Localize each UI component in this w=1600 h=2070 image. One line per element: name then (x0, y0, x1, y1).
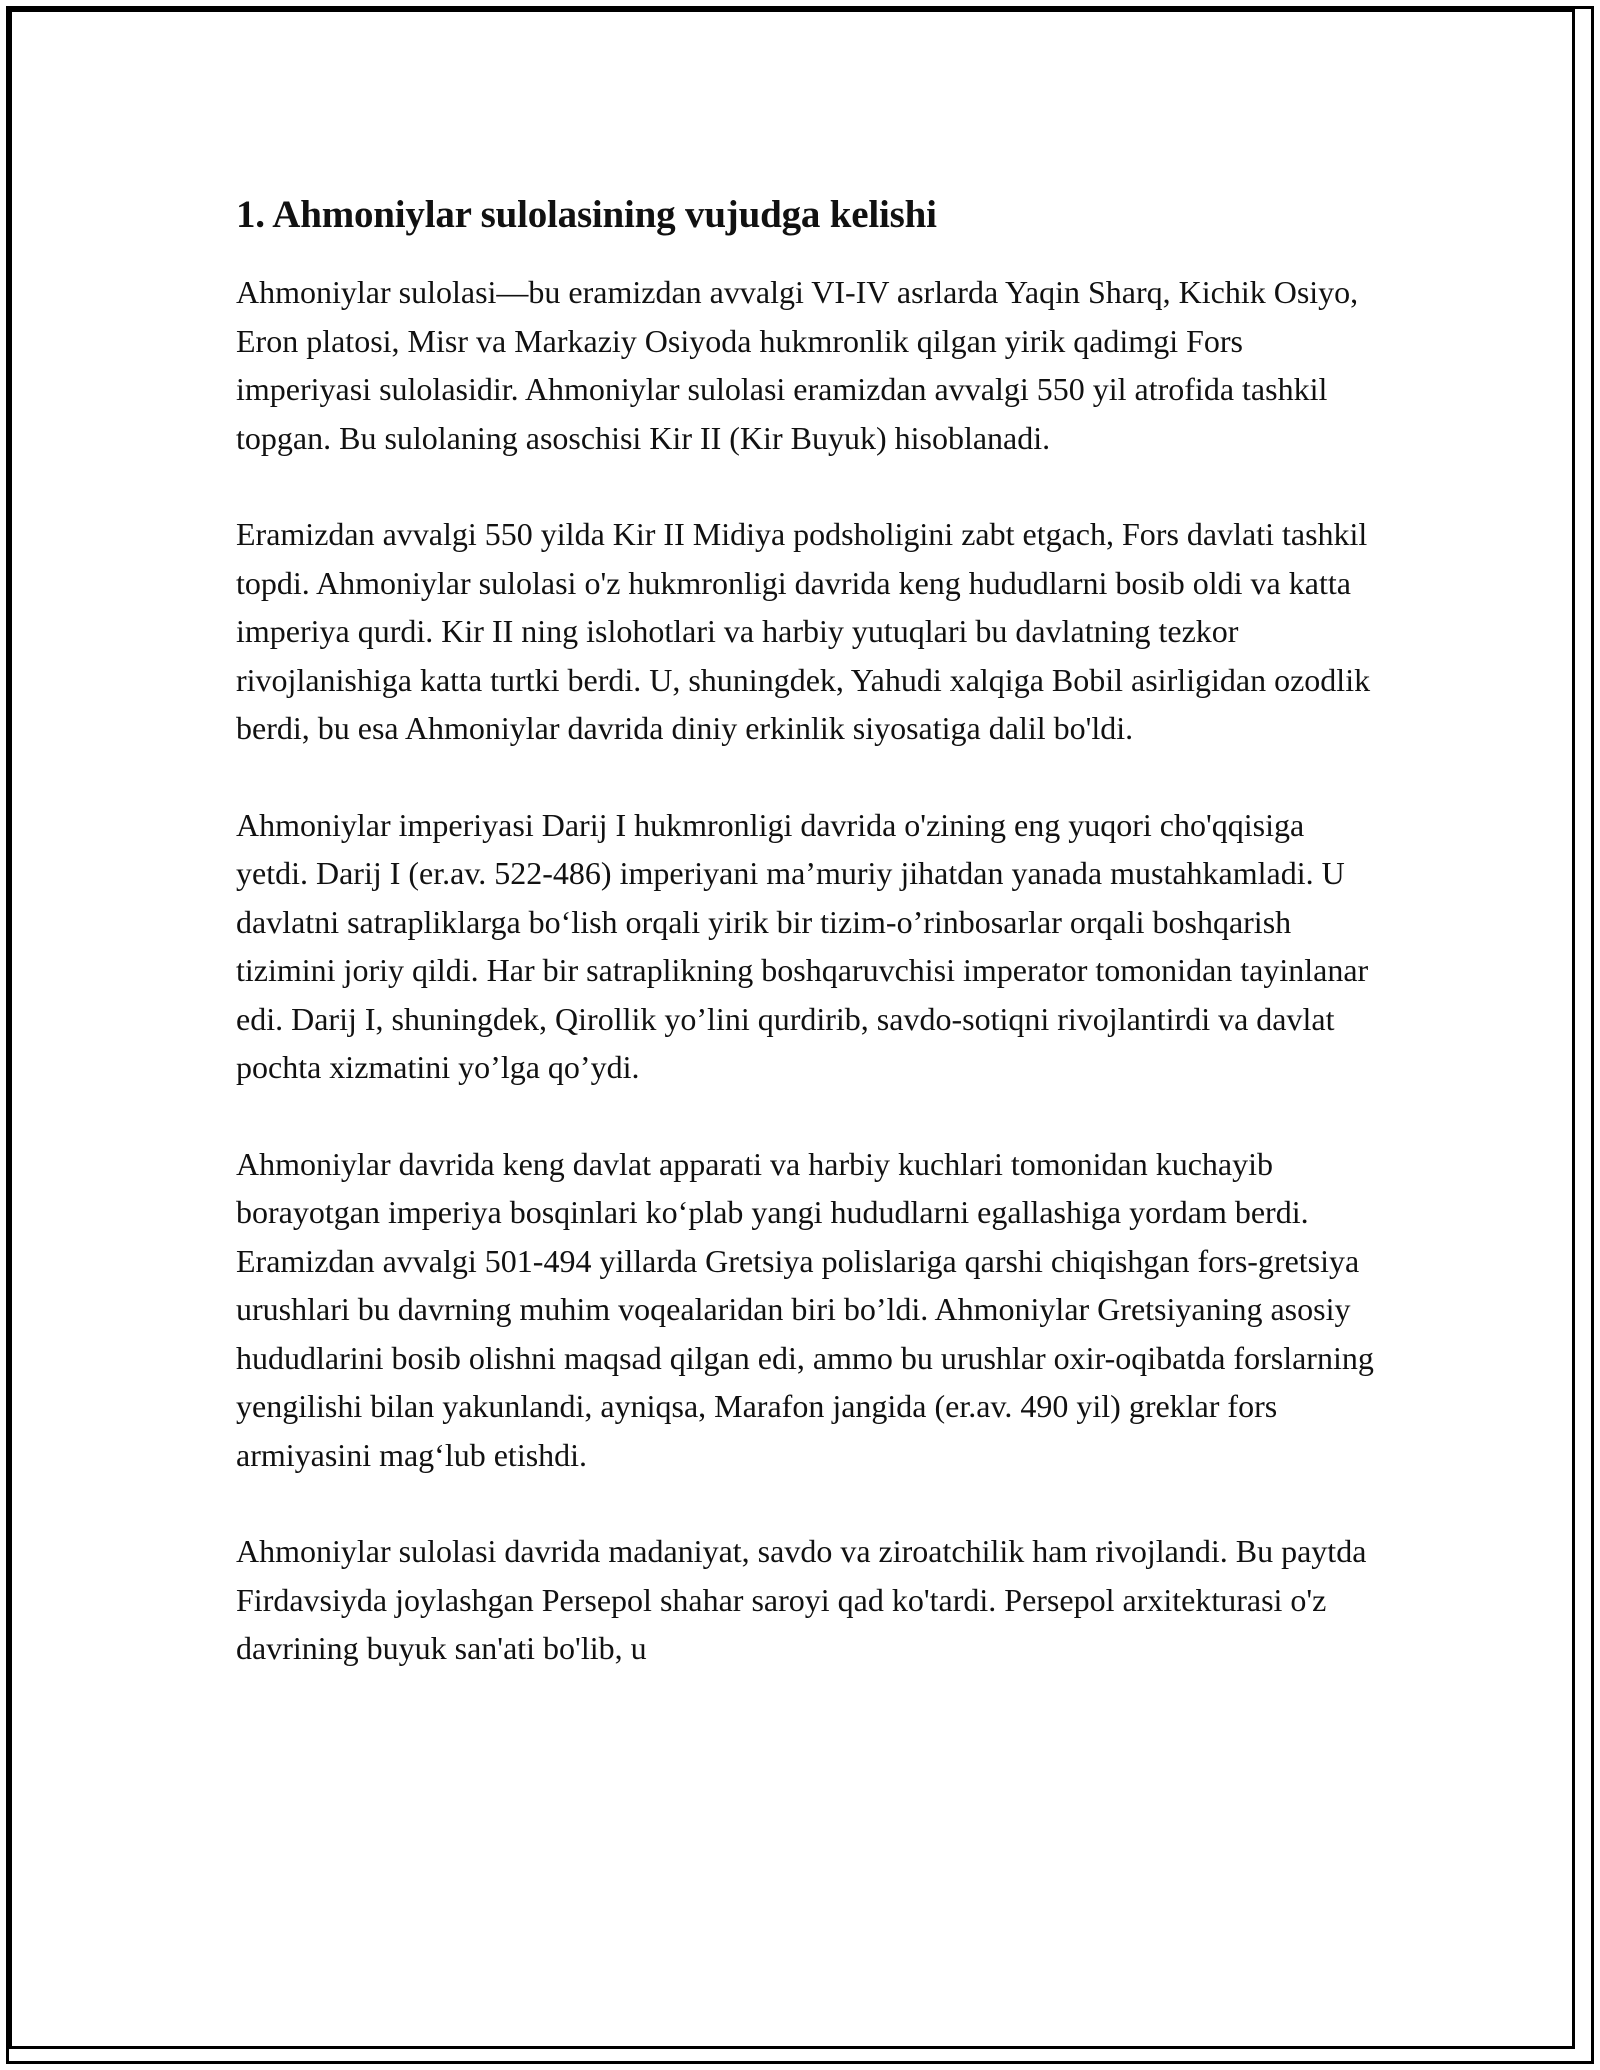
paragraph-4: Ahmoniylar davrida keng davlat apparati va harbiy kuchlari tomonidan kuchayib borayotgan imperiya bosqinlari ko‘plab yangi hududlarni egallashiga yordam berdi. Eramizdan avvalgi 501-494 yillarda Gretsiya polislariga qarshi chiqishgan fors-gretsiya urushlari bu davrning muhim voqealaridan biri bo’ldi. Ahmoniylar Gretsiyaning asosiy hududlarini bosib olishni maqsad qilgan edi, ammo bu urushlar oxir-oqibatda forslarning yengilishi bilan yakunlandi, ayniqsa, Marafon jangida (er.av. 490 yil) greklar fors armiyasini mag‘lub etishdi. (236, 1145, 1374, 1473)
document-body (236, 190, 1376, 1721)
paragraph-2: Eramizdan avvalgi 550 yilda Kir II Midiya podsholigini zabt etgach, Fors davlati tashkil topdi. Ahmoniylar sulolasi o'z hukmronligi davrida keng hududlarni bosib oldi va katta imperiya qurdi. Kir II ning islohotlari va harbiy yutuqlari bu davlatning tezkor rivojlanishiga katta turtki berdi. U, shuningdek, Yahudi xalqiga Bobil asirligidan ozodlik berdi, bu esa Ahmoniylar davrida diniy erkinlik siyosatiga dalil bo'ldi. (236, 516, 1371, 746)
paragraph-1: Ahmoniylar sulolasi—bu eramizdan avvalgi VI-IV asrlarda Yaqin Sharq, Kichik Osiyo, Eron platosi, Misr va Markaziy Osiyoda hukmronlik qilgan yirik qadimgi Fors imperiyasi sulolasidir. Ahmoniylar sulolasi eramizdan avvalgi 550 yil atrofida tashkil topgan. Bu sulolaning asoschisi Kir II (Kir Buyuk) hisoblanadi. (236, 274, 1359, 456)
paragraph-3: Ahmoniylar imperiyasi Darij I hukmronligi davrida o'zining eng yuqori cho'qqisiga yetdi. Darij I (er.av. 522-486) imperiyani ma’muriy jihatdan yanada mustahkamladi. U davlatni satrapliklarga bo‘lish orqali yirik bir tizim-o’rinbosarlar orqali boshqarish tizimini joriy qildi. Har bir satraplikning boshqaruvchisi imperator tomonidan tayinlanar edi. Darij I, shuningdek, Qirollik yo’lini qurdirib, savdo-sotiqni rivojlantirdi va davlat pochta xizmatini yo’lga qo’ydi. (236, 806, 1369, 1085)
paragraph-5: Ahmoniylar sulolasi davrida madaniyat, savdo va ziroatchilik ham rivojlandi. Bu paytda Firdavsiyda joylashgan Persepol shahar saroyi qad ko'tardi. Persepol arxitekturasi o'z davrining buyuk san'ati bo'lib, u (236, 1533, 1367, 1666)
section-heading: 1. Ahmoniylar sulolasining vujudga kelishi (236, 193, 937, 236)
